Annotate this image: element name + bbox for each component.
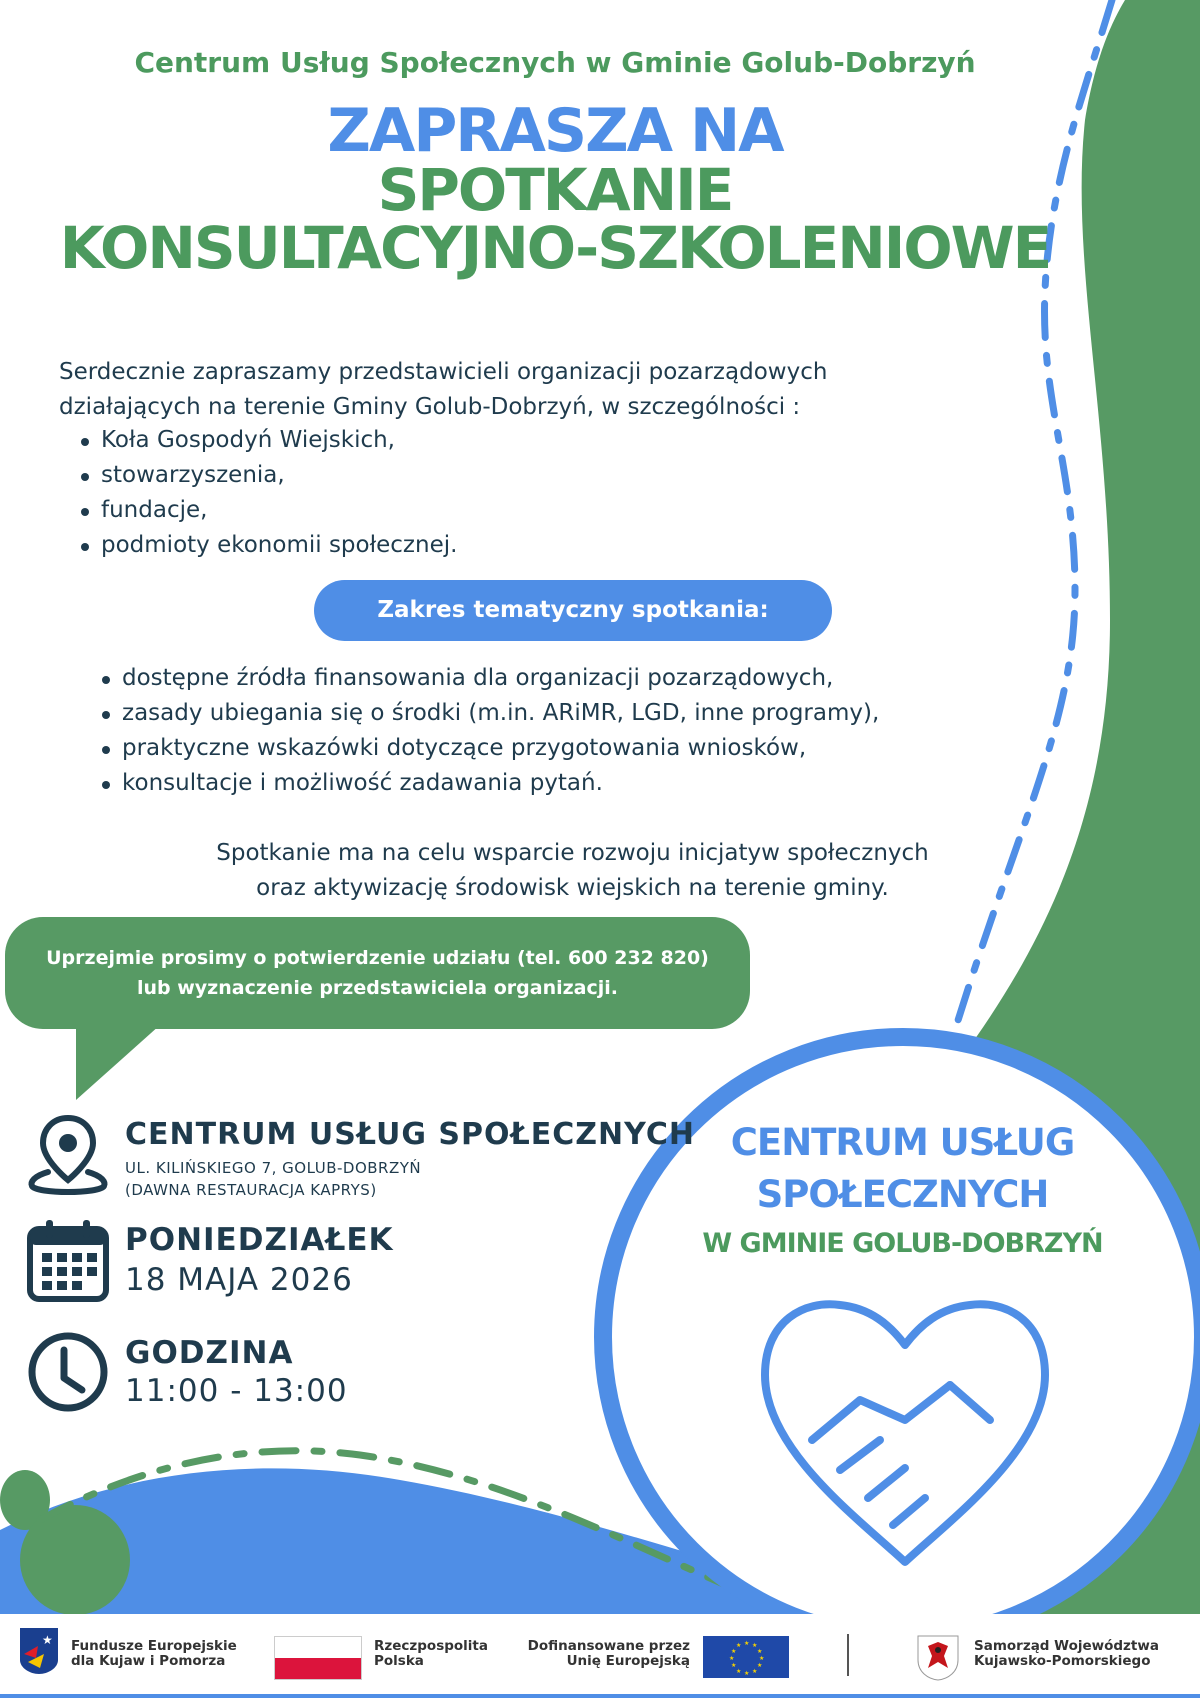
aim-line-2: oraz aktywizację środowisk wiejskich na terenie gminy.	[256, 875, 889, 901]
green-leaf-bottom	[20, 1505, 130, 1615]
headline-line-3: KONSULTACYJNO-SZKOLENIOWE	[59, 214, 1051, 282]
svg-text:★: ★	[729, 1655, 735, 1662]
fe-label-line-1: Fundusze Europejskie	[71, 1638, 237, 1654]
list-item: zasady ubiegania się o środki (m.in. ARiMR, LGD, inne programy),	[80, 696, 980, 731]
aim-statement	[150, 836, 995, 906]
svg-text:★: ★	[731, 1662, 737, 1669]
calendar-icon	[26, 1217, 110, 1303]
meeting-day: PONIEDZIAŁEK	[125, 1222, 394, 1258]
fe-logo-icon	[18, 1624, 60, 1676]
address-line-1: UL. KILIŃSKIEGO 7, GOLUB-DOBRZYŃ	[125, 1159, 422, 1177]
list-item: fundacje,	[59, 493, 859, 528]
svg-text:★: ★	[759, 1655, 765, 1662]
bubble-tail	[76, 1025, 160, 1100]
location-pin-icon	[26, 1112, 110, 1198]
svg-text:★: ★	[757, 1648, 763, 1655]
sw-label-line-1: Samorząd Województwa	[974, 1638, 1159, 1654]
meeting-time: 11:00 - 13:00	[125, 1373, 348, 1409]
fe-label-line-2: dla Kujaw i Pomorza	[71, 1653, 226, 1669]
topics-list	[80, 661, 980, 801]
footer-bottom-bar	[0, 1694, 1200, 1698]
time-label: GODZINA	[125, 1335, 294, 1371]
list-item: podmioty ekonomii społecznej.	[59, 528, 859, 563]
funding-footer	[0, 1614, 1200, 1698]
badge-line-2: SPOŁECZNYCH	[756, 1173, 1049, 1216]
list-item: stowarzyszenia,	[59, 458, 859, 493]
location-title: CENTRUM USŁUG SPOŁECZNYCH	[125, 1117, 695, 1152]
rp-label-line-1: Rzeczpospolita	[374, 1638, 488, 1654]
svg-text:★: ★	[752, 1642, 758, 1649]
sw-label-line-2: Kujawsko-Pomorskiego	[974, 1653, 1151, 1669]
rp-label-line-2: Polska	[374, 1653, 424, 1669]
list-item: Koła Gospodyń Wiejskich,	[59, 423, 859, 458]
eu-label-line-1: Dofinansowane przez	[527, 1638, 690, 1654]
confirmation-bubble	[5, 917, 750, 1029]
headline-line-2: SPOTKANIE	[377, 156, 733, 224]
confirmation-line-2: lub wyznaczenie przedstawiciela organizacji.	[136, 977, 619, 999]
badge-line-3: W GMINIE GOLUB-DOBRZYŃ	[702, 1228, 1103, 1259]
regional-coat-of-arms-icon	[914, 1632, 962, 1682]
eu-flag-icon	[703, 1636, 789, 1678]
clock-icon	[26, 1330, 110, 1414]
svg-text:★: ★	[731, 1648, 737, 1655]
confirmation-line-1: Uprzejmie prosimy o potwierdzenie udziału (tel. 600 232 820)	[46, 947, 709, 969]
topics-heading-pill: Zakres tematyczny spotkania:	[314, 580, 832, 641]
badge-line-1: CENTRUM USŁUG	[730, 1121, 1075, 1164]
polish-flag-icon	[274, 1636, 362, 1680]
svg-text:★: ★	[736, 1668, 742, 1675]
list-item: praktyczne wskazówki dotyczące przygotowania wniosków,	[80, 731, 980, 766]
svg-text:★: ★	[744, 1670, 750, 1677]
svg-text:★: ★	[744, 1640, 750, 1647]
target-groups-list	[59, 423, 859, 563]
footer-divider	[847, 1634, 849, 1676]
list-item: konsultacje i możliwość zadawania pytań.	[80, 766, 980, 801]
organizer-subtitle: Centrum Usług Społecznych w Gminie Golub-Dobrzyń	[134, 46, 976, 79]
headline-line-1: ZAPRASZA NA	[327, 96, 783, 166]
list-item: dostępne źródła finansowania dla organizacji pozarządowych,	[80, 661, 980, 696]
svg-text:★: ★	[757, 1662, 763, 1669]
address-line-2: (DAWNA RESTAURACJA KAPRYS)	[125, 1181, 377, 1199]
eu-label-line-2: Unię Europejską	[566, 1653, 690, 1669]
svg-text:★: ★	[736, 1642, 742, 1649]
svg-text:★: ★	[42, 1633, 53, 1647]
intro-text: Serdecznie zapraszamy przedstawicieli organizacji pozarządowych działających na terenie Gminy Golub-Dobrzyń, w szczególności :	[59, 359, 828, 420]
meeting-date: 18 MAJA 2026	[125, 1262, 353, 1298]
svg-text:★: ★	[752, 1668, 758, 1675]
aim-line-1: Spotkanie ma na celu wsparcie rozwoju inicjatyw społecznych	[216, 840, 929, 866]
